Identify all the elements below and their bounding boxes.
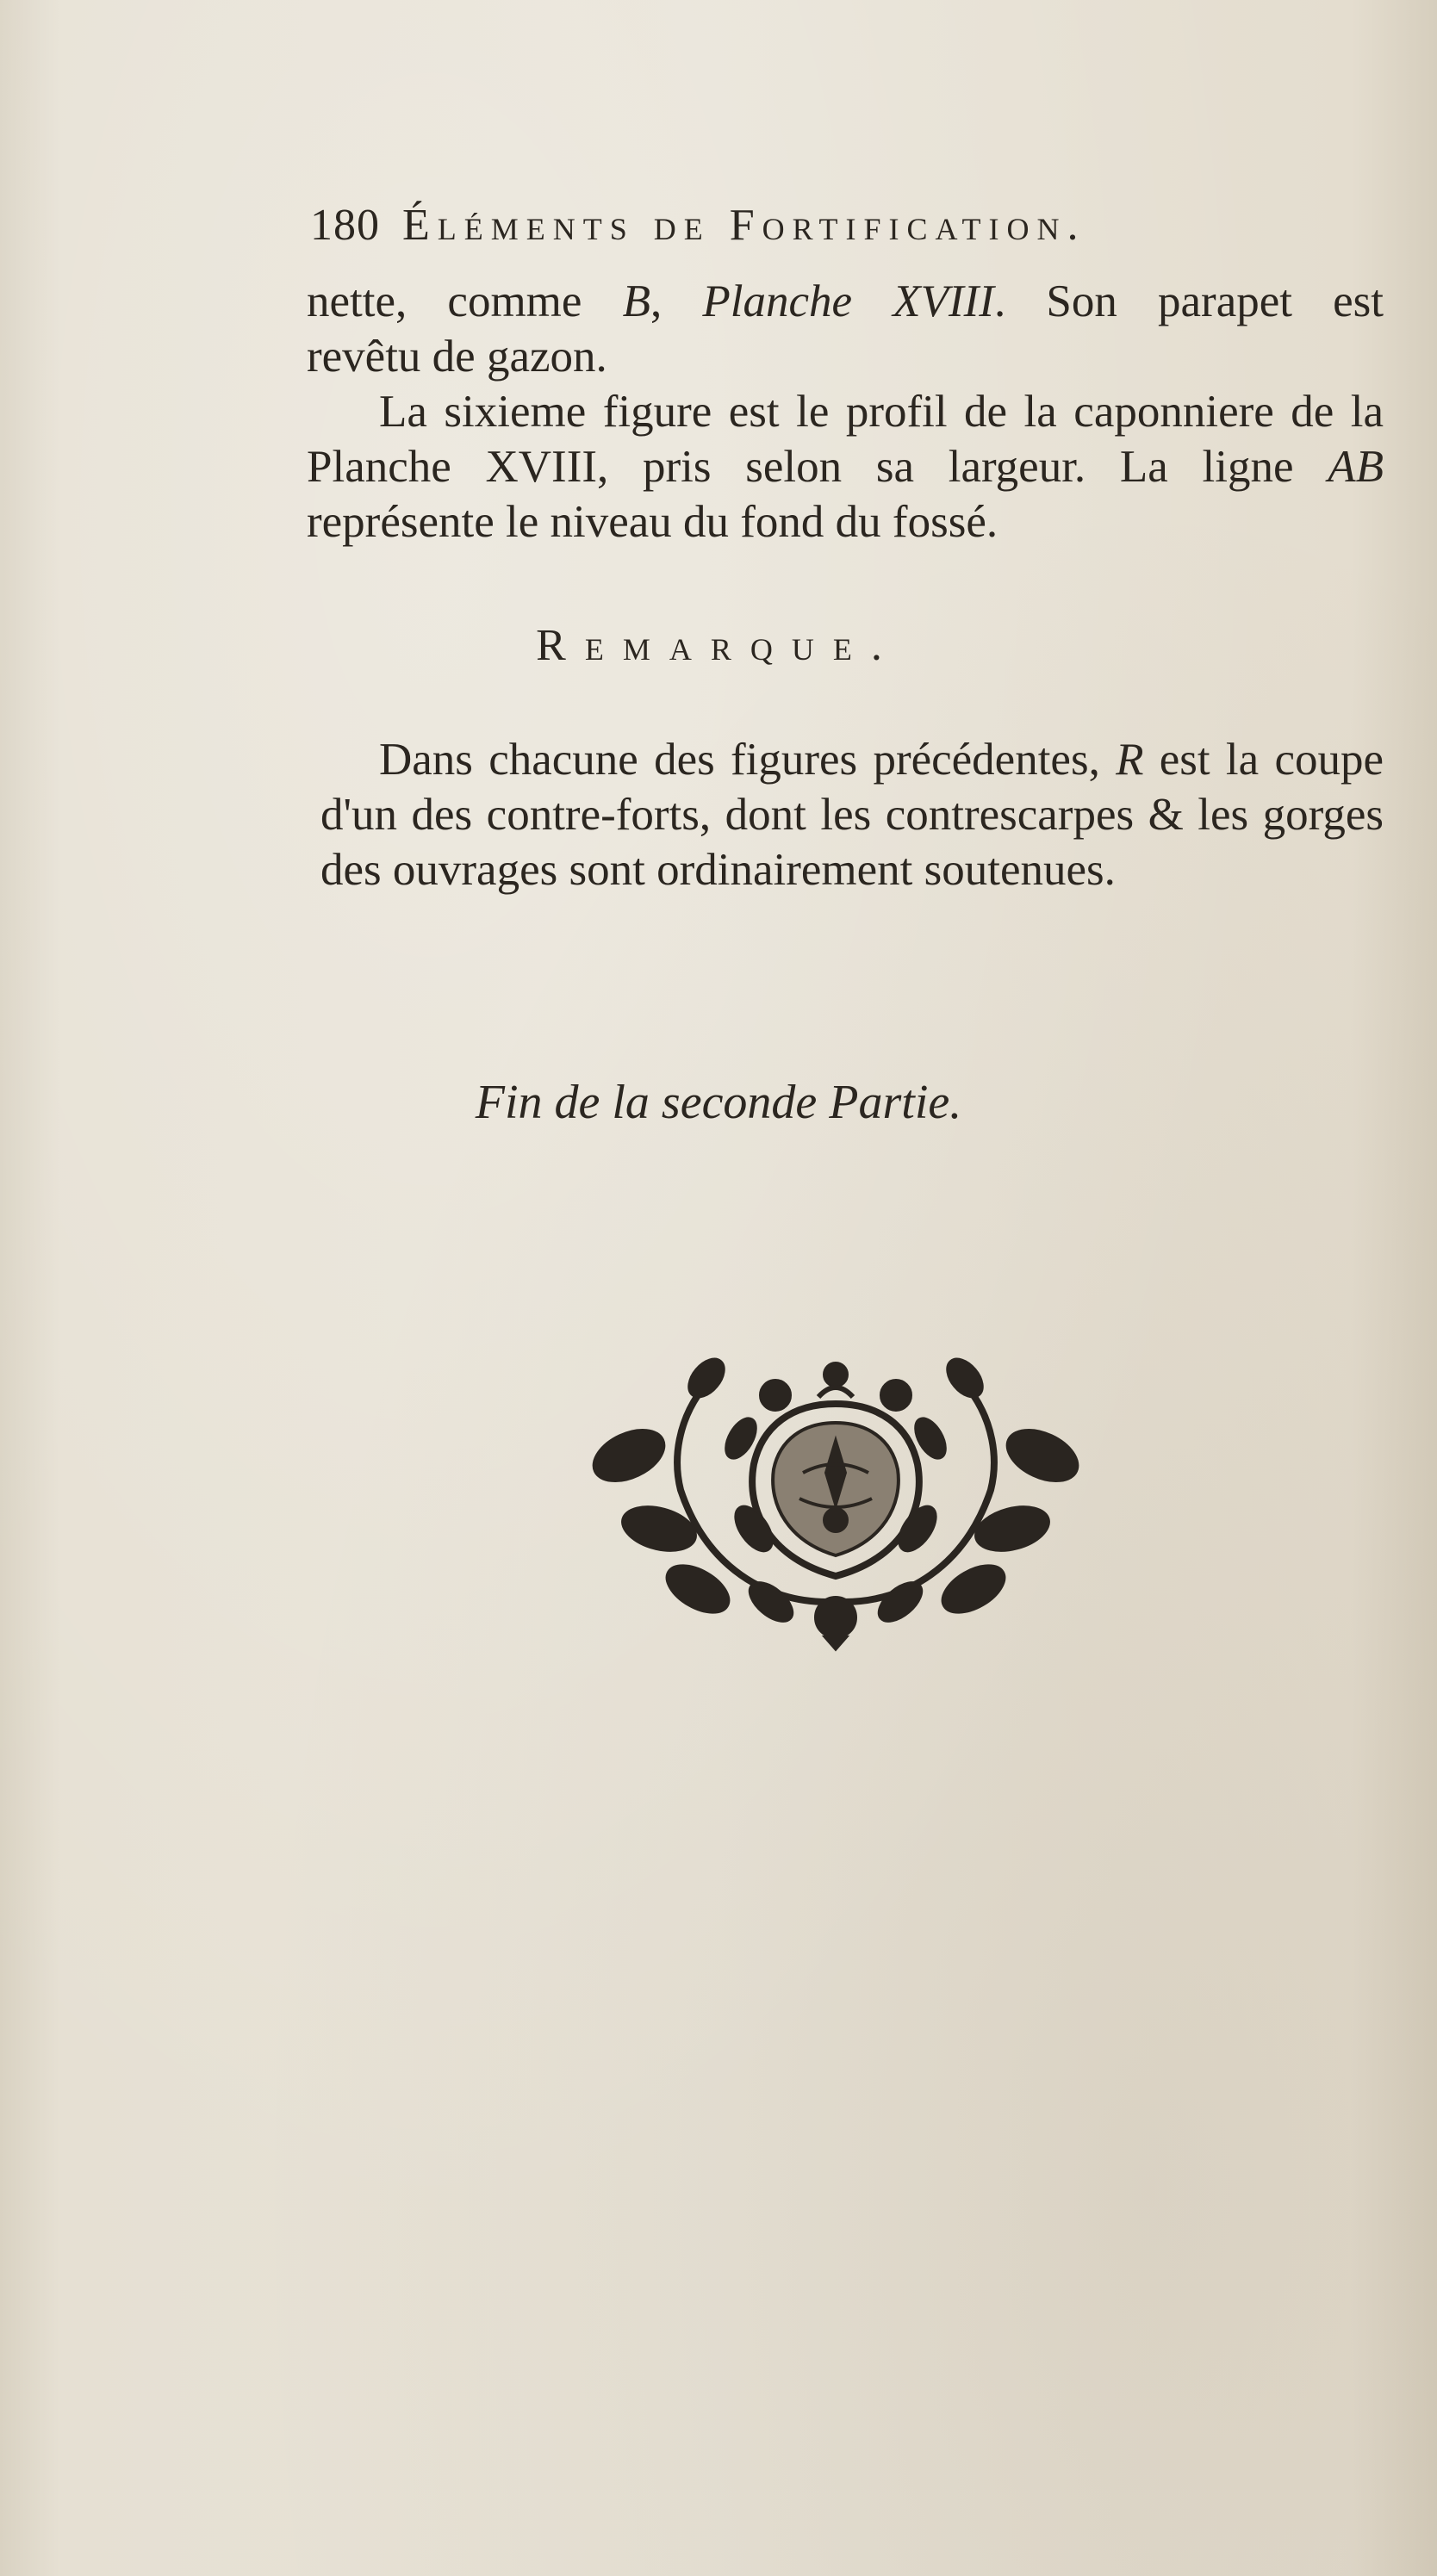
running-title: Éléments de Fortification. (402, 201, 1086, 250)
continuation-line-1: nette, comme B, Planche XVIII. Son parapet est (307, 276, 1384, 326)
running-head (310, 200, 1387, 251)
remark-heading: Remarque. (536, 621, 901, 670)
end-of-part-note: Fin de la seconde Partie. (475, 1076, 962, 1129)
paragraph-continuation (307, 274, 1384, 384)
page-number: 180 (310, 201, 380, 250)
paragraph-remark: Dans chacune des figures précédentes, R est la coupe d'un des contre-forts, dont les contrescarpes & les gorges des ouvrages sont ordinairement soutenues. (320, 735, 1384, 895)
floral-vignette-icon (577, 1344, 1094, 1654)
continuation-line-2: revêtu de gazon. (307, 332, 607, 382)
paragraph-sixth-figure: La sixieme figure est le profil de la caponniere de la Planche XVIII, pris selon sa largeur. La ligne AB représente le niveau du fond du fossé. (307, 387, 1384, 547)
